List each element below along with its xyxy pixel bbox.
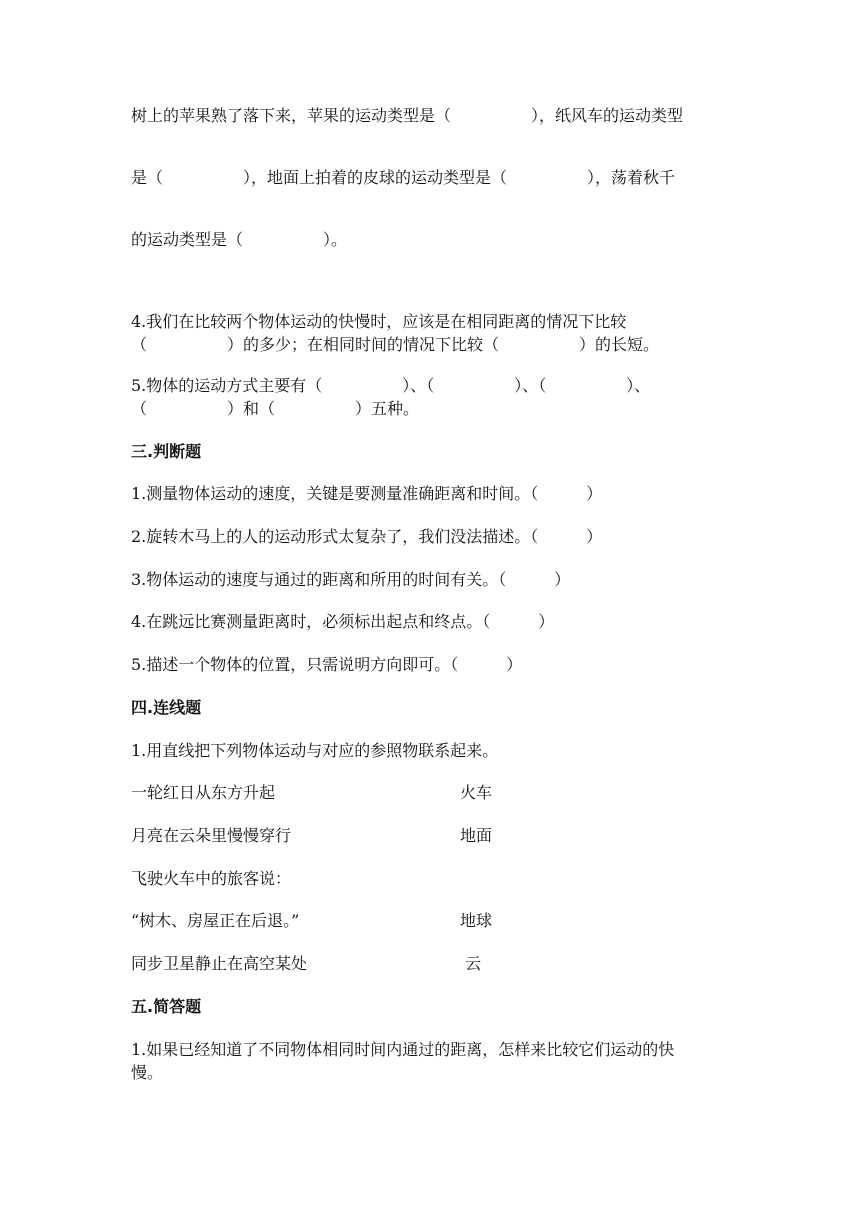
- q3-line-3: 的运动类型是（ ）。: [131, 230, 348, 249]
- q3-line-2: 是（ ），地面上拍着的皮球的运动类型是（ ），荡着秋千: [131, 168, 676, 187]
- matching-left-3: 飞驶火车中的旅客说：: [131, 869, 292, 888]
- section-3-title: 三.判断题: [131, 442, 202, 461]
- matching-left-5: 同步卫星静止在高空某处: [131, 954, 308, 973]
- matching-left-1: 一轮红日从东方升起: [131, 783, 276, 802]
- tf-item-5: 5.描述一个物体的位置，只需说明方向即可。（ ）: [131, 655, 523, 674]
- q4-line-1: 4.我们在比较两个物体运动的快慢时，应该是在相同距离的情况下比较: [131, 312, 627, 331]
- section-5-title: 五.简答题: [131, 997, 202, 1016]
- tf-item-4: 4.在跳远比赛测量距离时，必须标出起点和终点。（ ）: [131, 612, 555, 631]
- matching-left-2: 月亮在云朵里慢慢穿行: [131, 826, 292, 845]
- matching-right-1: 火车: [460, 783, 493, 802]
- matching-right-2: 地面: [460, 826, 493, 845]
- tf-item-3: 3.物体运动的速度与通过的距离和所用的时间有关。（ ）: [131, 570, 571, 589]
- matching-right-4: 云: [460, 954, 482, 973]
- q3-line-1: 树上的苹果熟了落下来，苹果的运动类型是（ ），纸风车的运动类型: [131, 106, 684, 125]
- short-answer-q1-line-2: 慢。: [131, 1063, 164, 1082]
- section-4-title: 四.连线题: [131, 698, 202, 717]
- q4-line-2: （ ）的多少；在相同时间的情况下比较（ ）的长短。: [131, 335, 660, 354]
- tf-item-2: 2.旋转木马上的人的运动形式太复杂了，我们没法描述。（ ）: [131, 527, 603, 546]
- matching-right-3: 地球: [460, 911, 493, 930]
- matching-prompt: 1.用直线把下列物体运动与对应的参照物联系起来。: [131, 741, 499, 760]
- short-answer-q1-line-1: 1.如果已经知道了不同物体相同时间内通过的距离，怎样来比较它们运动的快: [131, 1040, 675, 1059]
- matching-left-4: “树木、房屋正在后退。”: [131, 911, 300, 930]
- tf-item-1: 1.测量物体运动的速度，关键是要测量准确距离和时间。（ ）: [131, 484, 603, 503]
- q5-line-1: 5.物体的运动方式主要有（ ）、（ ）、（ ）、: [131, 376, 651, 395]
- q5-line-2: （ ）和（ ）五种。: [131, 399, 420, 418]
